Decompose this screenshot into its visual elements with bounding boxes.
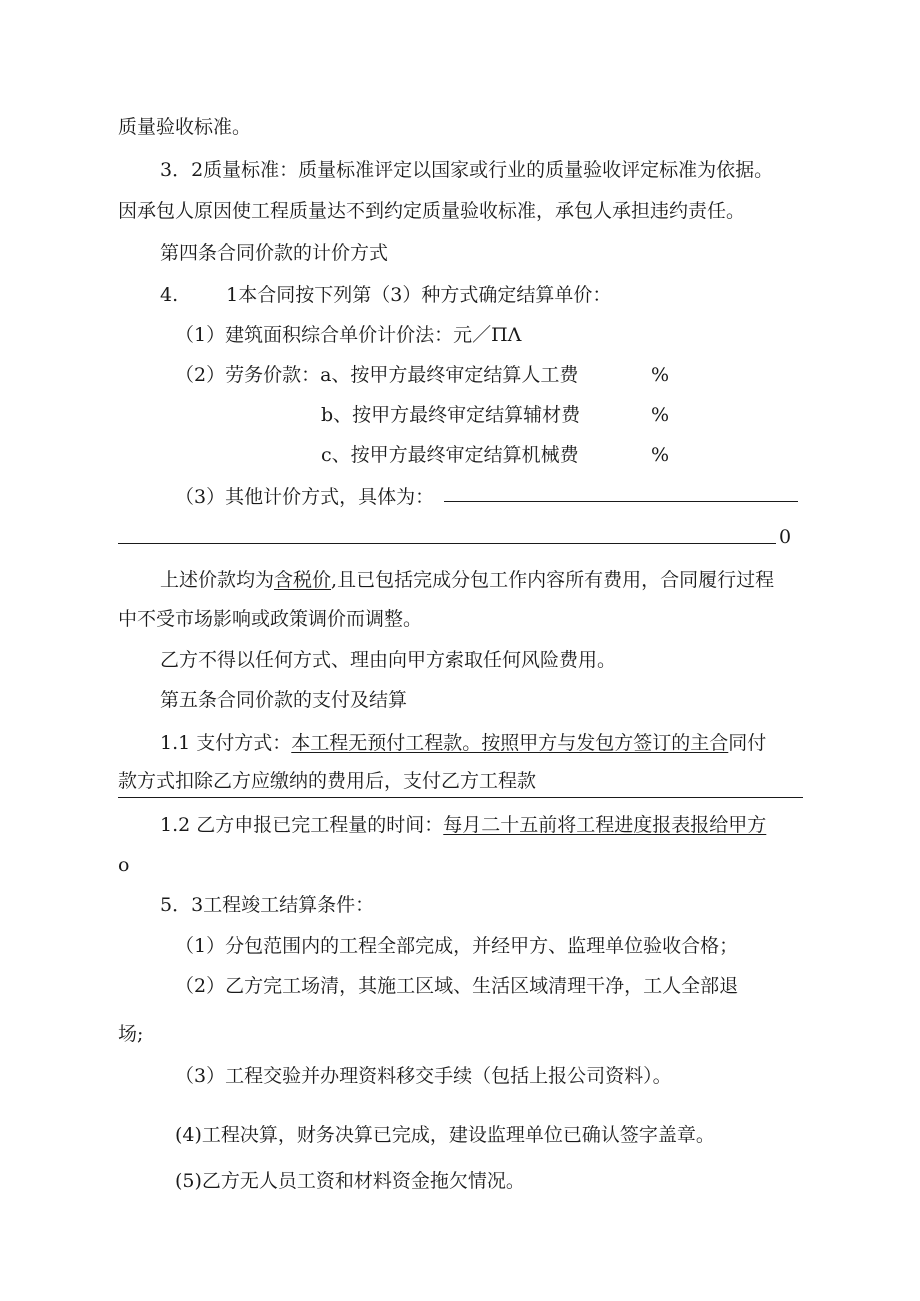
pricing-method-1: （1）建筑面积综合单价计价法：元／ΠΛ bbox=[175, 324, 522, 346]
text-line: 款方式扣除乙方应缴纳的费用后，支付乙方工程款 bbox=[118, 770, 537, 792]
clause-number: 4. bbox=[160, 284, 179, 306]
text-line: o bbox=[118, 854, 130, 876]
condition-4: (4)工程决算，财务决算已完成，建设监理单位已确认签字盖章。 bbox=[175, 1124, 715, 1146]
underlined-text: 本工程无预付工程款。按照甲方与发包方签订的主合 bbox=[291, 732, 729, 754]
condition-2: （2）乙方完工场清，其施工区域、生活区域清理干净，工人全部退 bbox=[175, 975, 739, 997]
clause-5-3: 5．3工程竣工结算条件： bbox=[160, 894, 375, 916]
text-run: 1.1 支付方式： bbox=[160, 732, 292, 754]
condition-3: （3）工程交验并办理资料移交手续（包括上报公司资料）。 bbox=[175, 1065, 672, 1087]
fill-in-blank-line bbox=[118, 543, 776, 544]
pricing-method-3: （3）其他计价方式，具体为： bbox=[175, 486, 435, 508]
pricing-method-2-b: b、按甲方最终审定结算辅材费 bbox=[321, 404, 581, 426]
clause-4-1 bbox=[160, 282, 611, 308]
clause-1-2 bbox=[160, 812, 766, 838]
pricing-method-2-a bbox=[175, 362, 578, 388]
text-run: 同付 bbox=[728, 732, 767, 754]
text-run: ,且已包括完成分包工作内容所有费用，合同履行过程 bbox=[331, 569, 775, 591]
text-line: 质量验收标准。 bbox=[118, 116, 252, 138]
line-end-mark: 0 bbox=[779, 526, 792, 548]
clause-1-1 bbox=[160, 730, 766, 756]
text-line: 因承包人原因使工程质量达不到约定质量验收标准，承包人承担违约责任。 bbox=[118, 200, 746, 222]
percent-sign: % bbox=[651, 404, 670, 426]
pricing-method-2-c: c、按甲方最终审定结算机械费 bbox=[321, 444, 579, 466]
clause-3-2: 3．2质量标准：质量标准评定以国家或行业的质量验收评定标准为依据。 bbox=[160, 159, 774, 181]
price-note bbox=[160, 567, 774, 593]
horizontal-rule bbox=[118, 797, 803, 798]
condition-1: （1）分包范围内的工程全部完成，并经甲方、监理单位验收合格； bbox=[175, 935, 739, 957]
underlined-text: 每月二十五前将工程进度报表报给甲方 bbox=[443, 814, 767, 836]
fill-in-blank-line bbox=[444, 501, 798, 502]
method-text: （2）劳务价款：a、按甲方最终审定结算人工费 bbox=[175, 364, 579, 386]
percent-sign: % bbox=[651, 444, 670, 466]
section-heading-5: 第五条合同价款的支付及结算 bbox=[160, 689, 408, 711]
percent-sign: % bbox=[651, 364, 670, 386]
clause-text: 1本合同按下列第（3）种方式确定结算单价： bbox=[226, 284, 612, 306]
text-run: 1.2 乙方申报已完工程量的时间： bbox=[160, 814, 444, 836]
text-line: 中不受市场影响或政策调价而调整。 bbox=[118, 608, 423, 630]
text-run: 上述价款均为 bbox=[160, 569, 275, 591]
underlined-term: 含税价 bbox=[274, 569, 332, 591]
condition-5: (5)乙方无人员工资和材料资金拖欠情况。 bbox=[175, 1170, 525, 1192]
section-heading-4: 第四条合同价款的计价方式 bbox=[160, 242, 389, 264]
text-line: 乙方不得以任何方式、理由向甲方索取任何风险费用。 bbox=[160, 649, 617, 671]
text-line: 场; bbox=[118, 1023, 144, 1045]
